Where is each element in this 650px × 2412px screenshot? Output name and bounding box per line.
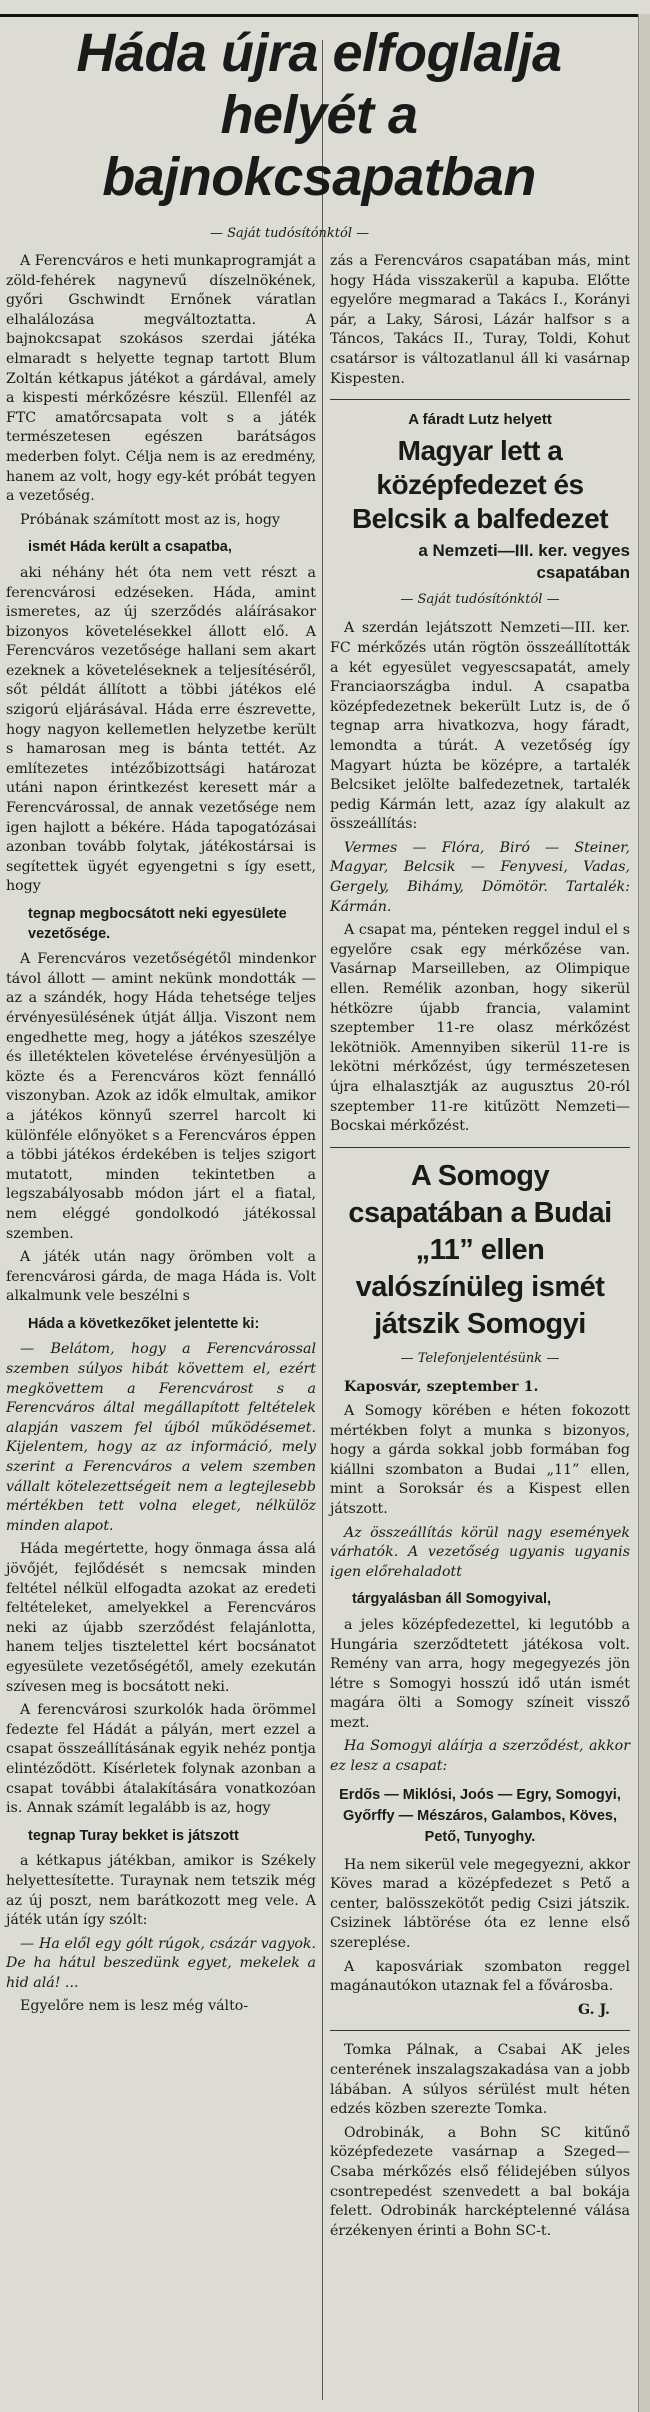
lutz-headline: Magyar lett a középfedezet és Belcsik a balfedezet <box>351 434 609 534</box>
somogy-headline: A Somogy csapatában a Budai „11” ellen valószínüleg ismét játszik Somogyi <box>348 1159 612 1340</box>
paragraph: Az összeállítás körül nagy események várhatók. A vezetőség ugyanis ugyanis igen előrehaladott <box>330 1524 630 1580</box>
left-column <box>6 252 316 2021</box>
subheading: ismét Háda került a csapatba, <box>28 539 232 556</box>
signature: G. J. <box>577 2001 610 2018</box>
lutz-subheadline: a Nemzeti—III. ker. vegyes csapatában <box>418 540 630 582</box>
paragraph: A Ferencváros e heti munkaprogramját a zöld-fehérek nagynevű díszelnökének, győri Gschwindt Ernőnek váratlan elhalálozása megváltoztatta. A bajnokcsapat szokásos szerdai játéka elmaradt s helyette tegnap tartott Blum Zoltán kétkapus játékot a gárdával, amely a kispesti mérkőzésre készül. Ellenfél az FTC amatőrcsapata volt s a játék természetesen egészen barátságos mederben folyt. Célja nem is az eredmény, hanem az volt, hogy egy-két próbát tegyen a vezetőség. <box>6 253 316 505</box>
column-separator <box>322 40 323 2400</box>
subheading: tegnap megbocsátott neki egyesülete vezetősége. <box>28 906 287 942</box>
divider <box>330 399 630 400</box>
subheading: tegnap Turay bekket is játszott <box>28 1827 239 1844</box>
subheading: Háda a következőket jelentette ki: <box>28 1315 260 1332</box>
byline: — Saját tudósítónktól — <box>210 226 370 241</box>
somogy-byline: — Telefonjelentésünk — <box>400 1350 560 1366</box>
kicker-lutz: A fáradt Lutz helyett <box>408 411 552 429</box>
lutz-byline: — Saját tudósítónktól — <box>400 591 560 607</box>
paragraph: zás a Ferencváros csapatában más, mint hogy Háda visszakerül a kapuba. Előtte egyelőre megmarad a Takács I., Korányi pár, a Laky, Sárosi, Lázár halfsor s a Táncos, Takács II., Turay, Toldi, Kohut csatársor is változatlanul áll ki vasárnap Kispesten. <box>330 253 630 387</box>
paragraph: Egyelőre nem is lesz még válto- <box>20 1998 249 2015</box>
paragraph: A szerdán lejátszott Nemzeti—III. ker. FC mérkőzés után rögtön összeállították a két egyesület vegyescsapatát, amely Franciaországba indul. A csapatba középfedezetnek bekerült Lutz is, de ő tegnap arra hivatkozva, hogy fáradt, lemondta a túrát. A vezetőség így Magyart húzta be középre, a tartalék Belcsiket jelölte balfedezetnek, tartalék pedig Kármán lett, azaz így alakult az összeállítás: <box>330 620 630 833</box>
page-edge-neighbor-column <box>638 14 650 2412</box>
paragraph: a jeles középfedezettel, ki legutóbb a Hungária szerződtetett játékosa volt. Remény van arra, hogy megegyezés jön létre s Somogyi hosszú idő után ismét magára ölti a Somogy színeit vissző mezt. <box>330 1616 630 1731</box>
paragraph: Tomka Pálnak, a Csabai AK jeles centerének inszalagszakadása van a jobb lábában. A súlyos sérülést mult héten edzés közben szerezte Tomka. <box>330 2042 630 2118</box>
paragraph: A Somogy körében e héten fokozott mértékben folyt a munka s bizonyos, hogy a gárda sokkal jobb formában fog kiállni szombaton a Budai „11” ellen, mint a Soroksár és a Kispest ellen játszott. <box>330 1402 630 1517</box>
paragraph: Ha Somogyi aláírja a szerződést, akkor ez lesz a csapat: <box>330 1738 630 1775</box>
paragraph: Ha nem sikerül vele megegyezni, akkor Köves marad a középfedezet s Pető a center, balösszekötőt pedig Csizi játszik. Csizinek lábtörése óta ez lenne első szereplése. <box>330 1856 630 1952</box>
divider <box>330 1147 630 1148</box>
paragraph: Háda megértette, hogy önmaga ássa alá jövőjét, fejlődését s nemcsak minden feltétel nélkül elfogadta azokat az eredeti feltételeket, amelyekkel a Ferencváros neki az újabb szerződést felajánlotta, hanem teljes tisztelettel kért bocsánatot egyesülete vezetőségétől, amely ezekután szívesen meg is bocsátott neki. <box>6 1541 316 1695</box>
paragraph: A kaposváriak szombaton reggel magánautókon utaznak fel a fővárosba. <box>330 1958 630 1995</box>
right-column <box>330 252 630 2245</box>
paragraph: A csapat ma, pénteken reggel indul el s egyelőre csak egy mérkőzése van. Vasárnap Marseilleben, az Olimpique ellen. Remélik azonban, hogy sikerül hétközre újabb francia, valamint szeptember 11-re olasz mérkőzést lekötniök. Amennyiben sikerül 11-re is lekötni mérkőzést, úgy természetesen újra elhalasztják az augusztus 20-ról szeptember 11-re kitűzött Nemzeti—Bocskai mérkőzést. <box>330 922 630 1135</box>
divider <box>330 2030 630 2031</box>
paragraph: A ferencvárosi szurkolók hada örömmel fedezte fel Hádát a pályán, mert ezzel a csapat összeállításának egyik nehéz pontja elintéződött. Kísérletek folynak azonban a csapat további átalakítására vonatkozóan is. Annak számít legalább is az, hogy <box>6 1702 316 1817</box>
paragraph: Odrobinák, a Bohn SC kitűnő középfedezete vasárnap a Szeged—Csaba mérkőzés első félidejében súlyos csontrepedést szenvedett a bal bokája felett. Odrobinák harcképtelenné válása érzékenyen érinti a Bohn SC-t. <box>330 2124 630 2239</box>
paragraph: a kétkapus játékban, amikor is Székely helyettesítette. Turaynak nem tetszik még az új poszt, nem barátkozott meg vele. A játék után így szólt: <box>6 1853 316 1929</box>
subheading: tárgyalásban áll Somogyival, <box>352 1591 552 1608</box>
main-headline: Háda újra elfoglalja helyét a bajnokcsapatban <box>76 23 562 207</box>
paragraph: aki néhány hét óta nem vett részt a ferencvárosi edzéseken. Háda, amint ismeretes, az új szerződés aláírásakor bizonyos követelésekkel állott elő. A Ferencváros vezetősége hallani sem akart ezeknek a követeléseknek a teljesítéséről, sőt példát állított a többi játékos elé szigorú eljárásával. Háda erre észrevette, hogy nagyon kellemetlen helyzetbe került s hamarosan meg is bánta tettét. Az említezetes intézőbizottsági határozat utáni napon érintkezést keresett már a Ferencvárossal, de annak vezetősége nem igen hajlott a békére. Háda tapogatózásai azonban tovább folytak, játékostársai is segítettek ügyét egyengetni s így esett, hogy <box>6 564 316 895</box>
quote-paragraph: — Belátom, hogy a Ferencvárossal szemben súlyos hibát követtem el, ezért megkövettem a Ferencvárost s a Ferencváros által megállapított feltételek alapján vaszem fel újból működésemet. Kijelentem, hogy az az információ, mely szerint a Ferencváros a velem szemben vállalt kötelezettségeit nem a legtejlesebb mértékben tett volna eleget, nélkülöz minden alapot. <box>6 1341 316 1534</box>
paragraph: A Ferencváros vezetőségétől mindenkor távol állott — amint nekünk mondották — az a szándék, hogy Háda tehetsége teljes érvényesülésének útját állja. Viszont nem engedhette meg, hogy a játékos szeszélye és illetéktelen követelése érvényesüljön a közte és a Ferencváros közt fennálló viszonyban. Azok az idők elmultak, amikor a játékos könnyű szerrel harcolt ki különféle előnyöket s a Ferencváros éppen a többi játékos érdekében is teljes szigort mutatott, minden tekintetben a legszabályosabb módon járt el a fiatal, nem eléggé gondolkodó játékossal szemben. <box>6 951 316 1242</box>
paragraph: A játék után nagy örömben volt a ferencvárosi gárda, de maga Háda is. Volt alkalmunk vele beszélni s <box>6 1249 316 1305</box>
somogy-lineup: Erdős — Miklósi, Joós — Egry, Somogyi, Győrffy — Mészáros, Galambos, Köves, Pető, Tunyoghy. <box>339 1786 621 1845</box>
lineup-paragraph: Vermes — Flóra, Biró — Steiner, Magyar, Belcsik — Fenyvesi, Vadas, Gergely, Bihámy, Dömötör. Tartalék: Kármán. <box>330 839 630 915</box>
top-rule <box>0 0 640 17</box>
dateline: Kaposvár, szeptember 1. <box>344 1379 539 1396</box>
quote-paragraph: — Ha elől egy gólt rúgok, csázár vagyok. De ha hátul beszedünk egyet, mekelek a hid alá! ... <box>6 1935 316 1991</box>
paragraph: Próbának számított most az is, hogy <box>20 511 281 528</box>
